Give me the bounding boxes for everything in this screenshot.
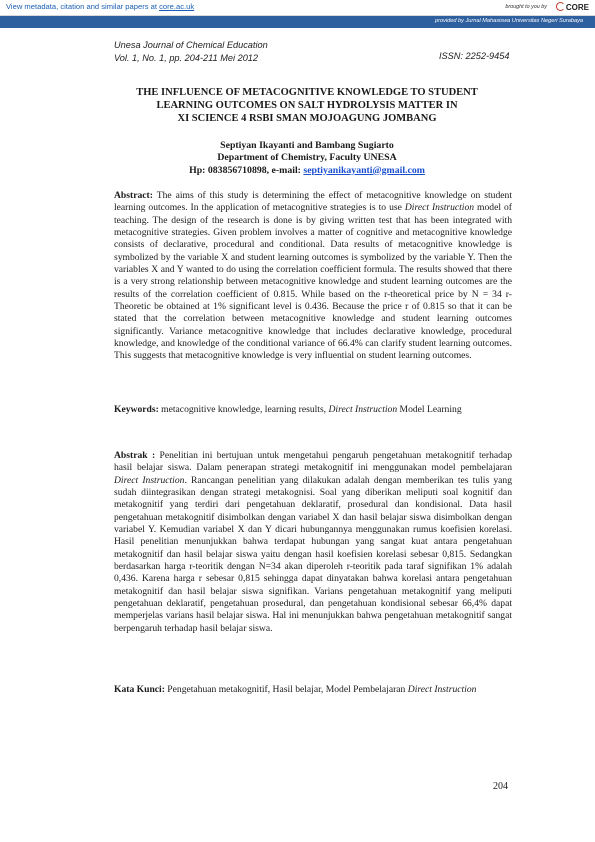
metadata-text: View metadata, citation and similar papers at bbox=[6, 2, 160, 11]
abstrak-label: Abstrak : bbox=[114, 450, 156, 461]
keywords-indonesian bbox=[114, 684, 512, 696]
paper-title bbox=[108, 86, 506, 125]
abstrak-text-2: . Rancangan penelitian yang dilakukan adalah dengan memberikan tes tulis yang sudah diintegrasikan dengan strategi metakognisi. Soal yang diberikan meliputi soal kognitif dan metakognitif yang terdiri dari pengetahuan deklaratif, prosedural dan kondisional. Data hasil pengetahuan metakognitif disimbolkan dengan variabel X dan hasil belajar siswa disimbolkan dengan variabel Y. Kemudian variabel X dan Y dicari hubungannya menggunakan rumus koefisien korelasi. Hasil penelitian menunjukkan bahwa terdapat hubungan yang sangat kuat antara pengetahuan metakognitif dan hasil belajar siswa yaitu dengan hasil koefisien korelasi sebesar 0,815. Sedangkan berdasarkan harga r-teoritik dengan N=34 akan diperoleh r-teoritik pada taraf signifikan 1% adalah 0,436. Karena harga r sebesar 0,815 sehingga dapat dinyatakan bahwa korelasi antara pengetahuan metakognitif dan hasil belajar siswa signifikan. Varians pengetahuan metakognitif yang meliputi pengetahuan deklaratif, pengetahuan prosedural, dan pengetahuan kondisional sebesar 66,4% dapat memperjelas varians hasil belajar siswa. Hal ini menunjukkan bahwa pengetahuan metakognitif sangat berpengaruh terhadap hasil belajar siswa. bbox=[114, 474, 512, 634]
abstract-indonesian bbox=[114, 450, 512, 635]
core-link[interactable]: core.ac.uk bbox=[159, 2, 195, 11]
abstract-italic: Direct Instruction bbox=[404, 202, 475, 214]
page-number: 204 bbox=[493, 781, 508, 792]
abstract-label: Abstract: bbox=[114, 190, 153, 201]
contact-prefix: Hp: 083856710898, e-mail: bbox=[189, 164, 304, 176]
email-link[interactable]: septiyanikayanti@gmail.com bbox=[303, 164, 425, 176]
abstract-english bbox=[114, 190, 512, 363]
journal-name: Unesa Journal of Chemical Education bbox=[114, 40, 268, 50]
core-logo-icon bbox=[556, 2, 565, 11]
kata-kunci-text: Pengetahuan metakognitif, Hasil belajar, Model Pembelajaran bbox=[164, 684, 408, 695]
journal-header bbox=[114, 39, 268, 64]
core-logo[interactable] bbox=[556, 2, 589, 12]
title-line-2: LEARNING OUTCOMES ON SALT HYDROLYSIS MATTER IN bbox=[156, 100, 458, 111]
provided-by-text: provided by Jurnal Mahasiswa Universitas Negeri Surabaya bbox=[435, 18, 583, 24]
author-contact bbox=[108, 165, 506, 177]
abstrak-text-1: Penelitian ini bertujuan untuk mengetahui pengaruh pengetahuan metakognitif terhadap hasil belajar siswa. Dalam penerapan strategi metakognitif ini menggunakan model pembelajaran bbox=[114, 450, 513, 474]
title-line-3: XI SCIENCE 4 RSBI SMAN MOJOAGUNG JOMBANG bbox=[177, 113, 437, 124]
author-department: Department of Chemistry, Faculty UNESA bbox=[217, 152, 397, 164]
core-logo-text: CORE bbox=[565, 3, 589, 12]
metadata-notice bbox=[6, 2, 194, 11]
core-top-bar bbox=[0, 0, 595, 16]
author-names: Septiyan Ikayanti and Bambang Sugiarto bbox=[220, 140, 394, 151]
abstract-text-2: model of teaching. The design of the research is done is by giving written test that has been integrated with metacognitive strategies. Given problem involves a matter of cognitive and metacognitive knowledge consists of declarative, procedural and conditional. Data results of metacognitive knowledge is symbolized by the variable X and student learning outcomes is symbolized by the variable Y. Then the variables X and Y wanted to do using the correlation coefficient formula. The results showed that there is a very strong relationship between metacognitive knowledge and student learning outcomes are the results of the correlation coefficient of 0.815. While based on the r-theoretical price by N = 34 r-Theoretic be obtained at 1% significant level is 0.436. Because the price r of 0.815 so that it can be stated that the correlation between metacognitive knowledge and student learning outcomes significantly. Variance metacognitive knowledge that includes declarative knowledge, procedural knowledge, and knowledge of the conditional variance of 66.4% can clarify student learning outcomes. This suggests that metacognitive knowledge is very influential on student learning outcomes. bbox=[114, 202, 512, 362]
journal-issn: ISSN: 2252-9454 bbox=[439, 51, 510, 61]
keywords-english bbox=[114, 404, 512, 416]
keywords-text-1: metacognitive knowledge, learning results, bbox=[158, 404, 329, 415]
keywords-italic: Direct Instruction bbox=[328, 404, 398, 415]
brought-to-you-text: brought to you by bbox=[505, 4, 547, 10]
kata-kunci-label: Kata Kunci: bbox=[114, 684, 165, 695]
keywords-label: Keywords: bbox=[114, 404, 159, 415]
keywords-text-2: Model Learning bbox=[397, 404, 462, 415]
author-block bbox=[108, 140, 506, 177]
title-line-1: THE INFLUENCE OF METACOGNITIVE KNOWLEDGE TO STUDENT bbox=[136, 87, 478, 98]
provided-by-bar bbox=[0, 16, 595, 28]
journal-volume: Vol. 1, No. 1, pp. 204-211 Mei 2012 bbox=[114, 52, 259, 63]
abstract-text-1: The aims of this study is determining the effect of metacognitive knowledge on student learning outcomes. In the application of metacognitive strategies is to use bbox=[114, 190, 512, 214]
kata-kunci-italic: Direct Instruction bbox=[407, 684, 477, 695]
abstrak-italic: Direct Instruction bbox=[114, 474, 185, 486]
